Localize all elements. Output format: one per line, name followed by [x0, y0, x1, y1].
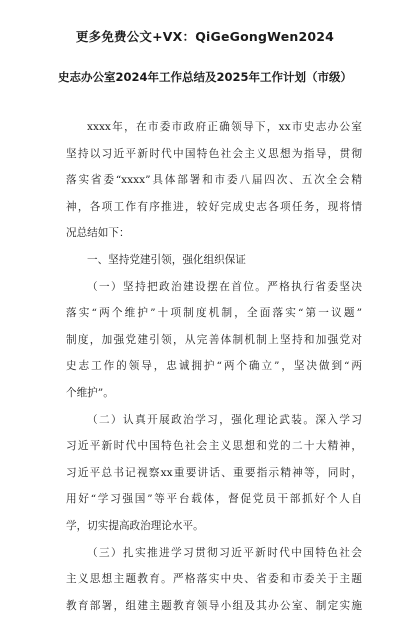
body-line: 主义思想主题教育。严格落实中央、省委和市委关于主题	[66, 573, 362, 586]
body-line: （三）扎实推进学习贯彻习近平新时代中国特色社会	[87, 546, 362, 559]
document-body	[66, 114, 362, 619]
body-line: 史志工作的领导，忠诚拥护“两个确立”，坚决做到“两	[66, 360, 362, 373]
body-line: 教育部署，组建主题教育领导小组及其办公室、制定实施	[66, 599, 362, 612]
body-line: 神，各项工作有序推进，较好完成史志各项任务，现将情	[66, 200, 362, 213]
body-line: 制度，加强党建引领，从完善体制机制上坚持和加强党对	[66, 333, 362, 346]
body-line: 况总结如下：	[66, 227, 130, 240]
body-line: 习近平总书记视察xx重要讲话、重要指示精神等，同时，	[66, 466, 362, 479]
body-line: 用好“学习强国”等平台载体，督促党员干部抓好个人自	[66, 493, 362, 506]
body-line: 习近平新时代中国特色社会主义思想和党的二十大精神，	[66, 440, 362, 453]
body-line: （一）坚持把政治建设摆在首位。严格执行省委坚决	[87, 280, 362, 293]
body-line: 个维护”。	[66, 386, 114, 399]
body-line: （二）认真开展政治学习，强化理论武装。深入学习	[87, 413, 362, 426]
document-title: 史志办公室2024年工作总结及2025年工作计划（市级）	[57, 70, 352, 84]
body-line: 坚持以习近平新时代中国特色社会主义思想为指导，贯彻	[66, 147, 362, 160]
body-line: 落实省委“xxxx”具体部署和市委八届四次、五次全会精	[66, 174, 362, 187]
body-line: 学，切实提高政治理论水平。	[66, 519, 204, 532]
body-line: xxxx年，在市委市政府正确领导下，xx市史志办公室	[87, 121, 362, 133]
body-line: 落实“两个维护”十项制度机制，全面落实“第一议题”	[66, 307, 362, 320]
section-heading: 一、坚持党建引领，强化组织保证	[87, 253, 246, 266]
promo-banner: 更多免费公文+VX：QiGeGongWen2024	[75, 29, 335, 44]
